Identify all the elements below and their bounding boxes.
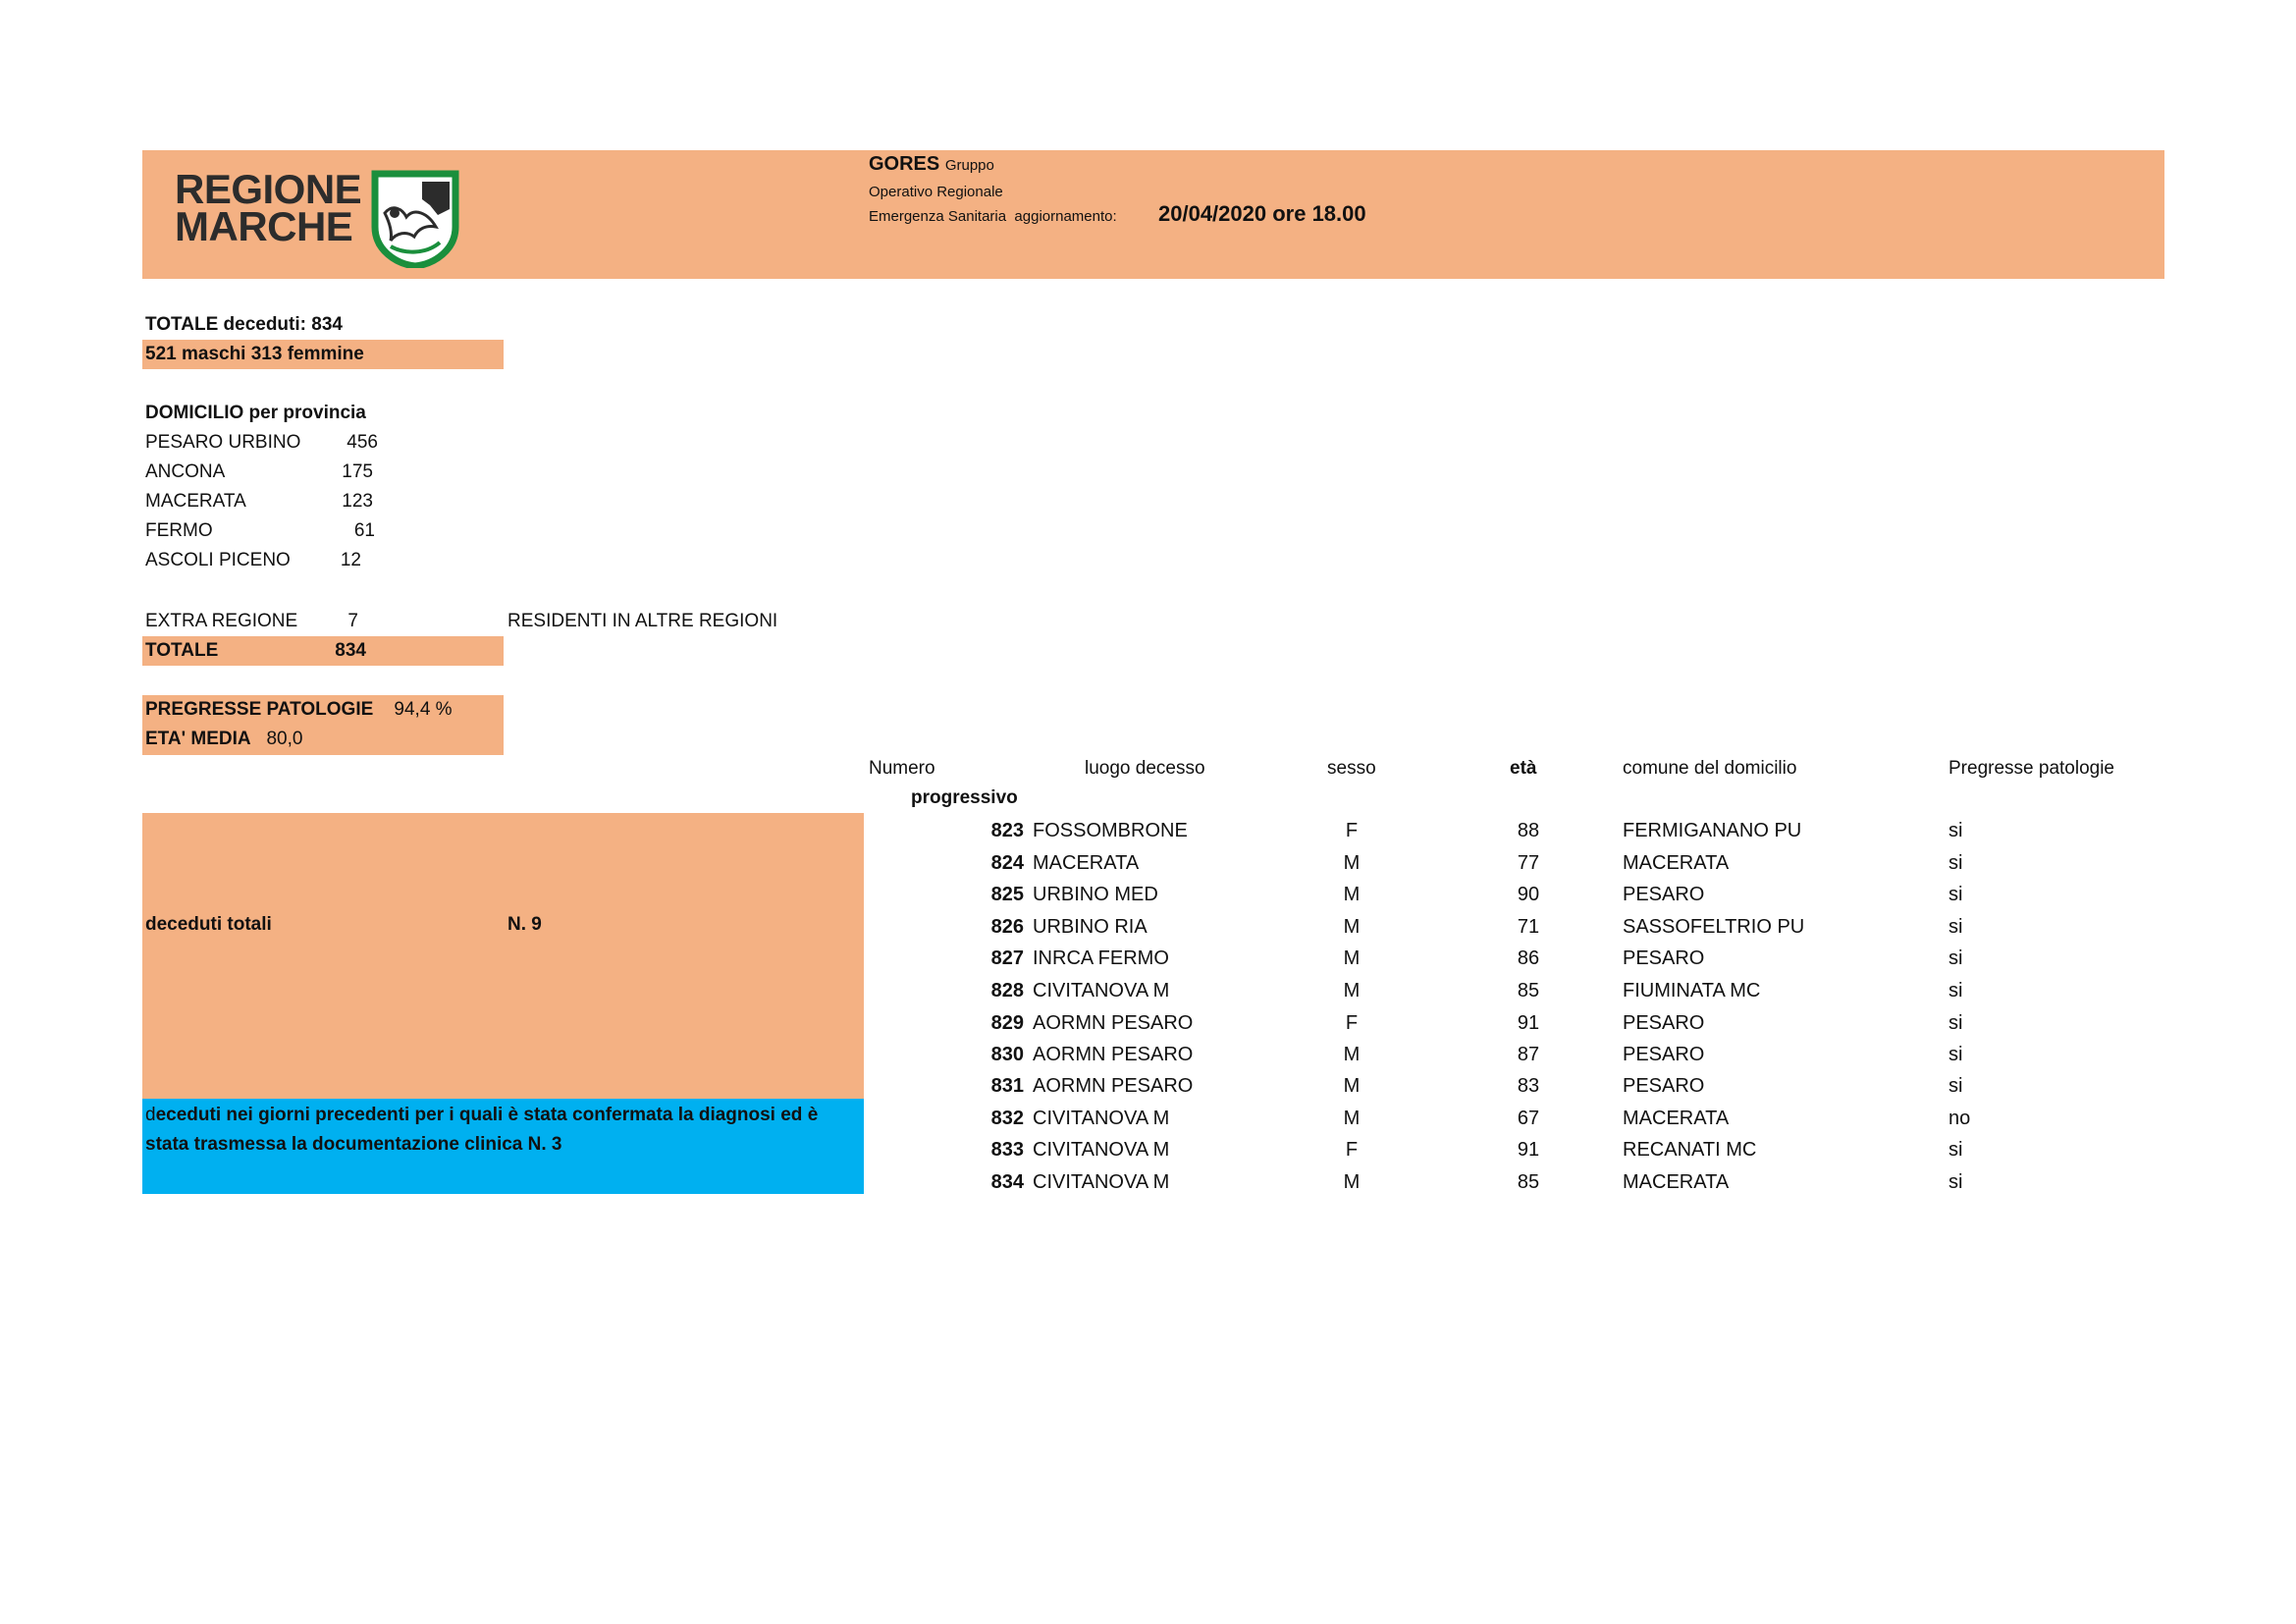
deceduti-totali-band — [142, 813, 864, 1099]
cell-patologie: no — [1949, 1108, 1971, 1129]
cell-luogo: CIVITANOVA M — [1033, 980, 1170, 1001]
cell-comune: MACERATA — [1623, 1108, 1730, 1129]
cell-eta: 71 — [1517, 916, 1540, 938]
logo-line1: REGIONE — [175, 166, 362, 212]
cell-comune: SASSOFELTRIO PU — [1623, 916, 1805, 938]
cell-eta: 85 — [1517, 980, 1540, 1001]
cell-sesso: M — [1343, 1108, 1361, 1129]
precedenti-line1-rest: eceduti nei giorni precedenti per i quali è stata confermata la diagnosi ed è — [155, 1105, 819, 1125]
cell-comune: PESARO — [1623, 884, 1705, 905]
cell-numero: 830 — [990, 1044, 1024, 1065]
extra-regione-label: EXTRA REGIONE — [145, 611, 298, 631]
cell-numero: 832 — [990, 1108, 1024, 1129]
cell-numero: 823 — [990, 820, 1024, 841]
cell-patologie: si — [1949, 852, 1963, 874]
patologie-line — [145, 695, 453, 725]
cell-comune: MACERATA — [1623, 852, 1730, 874]
org-name: GORES — [869, 153, 940, 175]
header-org — [869, 153, 994, 176]
header-line2: Operativo Regionale — [869, 184, 1003, 200]
cell-luogo: AORMN PESARO — [1033, 1075, 1194, 1097]
cell-luogo: FOSSOMBRONE — [1033, 820, 1188, 841]
cell-eta: 91 — [1517, 1139, 1540, 1161]
cell-patologie: si — [1949, 947, 1963, 969]
extra-regione-value: 7 — [347, 611, 358, 631]
cell-eta: 86 — [1517, 947, 1540, 969]
domicilio-value: 12 — [340, 550, 361, 570]
deceduti-totali-value: N. 9 — [507, 914, 542, 935]
logo-emblem-icon — [371, 170, 459, 268]
cell-patologie: si — [1949, 1075, 1963, 1097]
total-deceased — [145, 310, 343, 340]
header-line3a: Emergenza Sanitaria — [869, 208, 1007, 225]
extra-regione-note: RESIDENTI IN ALTRE REGIONI — [507, 611, 778, 631]
domicilio-title: DOMICILIO per provincia — [145, 403, 366, 423]
cell-luogo: AORMN PESARO — [1033, 1044, 1194, 1065]
cell-eta: 77 — [1517, 852, 1540, 874]
cell-numero: 834 — [990, 1171, 1024, 1193]
cell-numero: 828 — [990, 980, 1024, 1001]
patologie-label: PREGRESSE PATOLOGIE — [145, 699, 374, 720]
eta-label: ETA' MEDIA — [145, 729, 251, 749]
cell-eta: 87 — [1517, 1044, 1540, 1065]
cell-numero: 833 — [990, 1139, 1024, 1161]
gender-line: 521 maschi 313 femmine — [145, 344, 364, 364]
cell-sesso: M — [1343, 852, 1361, 874]
cell-eta: 67 — [1517, 1108, 1540, 1129]
regione-marche-logo — [175, 167, 469, 270]
cell-patologie: si — [1949, 916, 1963, 938]
cell-comune: FERMIGANANO PU — [1623, 820, 1802, 841]
header-comune: comune del domicilio — [1623, 758, 1797, 779]
cell-patologie: si — [1949, 1012, 1963, 1034]
cell-numero: 827 — [990, 947, 1024, 969]
cell-sesso: M — [1343, 1171, 1361, 1193]
cell-numero: 825 — [990, 884, 1024, 905]
cell-comune: PESARO — [1623, 947, 1705, 969]
cell-comune: PESARO — [1623, 1044, 1705, 1065]
deceduti-precedenti-line2: stata trasmessa la documentazione clinica N. 3 — [145, 1134, 562, 1155]
cell-comune: MACERATA — [1623, 1171, 1730, 1193]
cell-luogo: URBINO MED — [1033, 884, 1158, 905]
cell-patologie: si — [1949, 1171, 1963, 1193]
header-sesso: sesso — [1327, 758, 1376, 779]
cell-comune: PESARO — [1623, 1012, 1705, 1034]
domicilio-name: FERMO — [145, 520, 213, 541]
deceduti-totali-label: deceduti totali — [145, 914, 272, 935]
cell-numero: 831 — [990, 1075, 1024, 1097]
cell-patologie: si — [1949, 820, 1963, 841]
cell-sesso: M — [1343, 1075, 1361, 1097]
cell-comune: FIUMINATA MC — [1623, 980, 1761, 1001]
cell-sesso: F — [1345, 1012, 1359, 1034]
domicilio-value: 123 — [342, 491, 373, 512]
cell-eta: 90 — [1517, 884, 1540, 905]
cell-luogo: CIVITANOVA M — [1033, 1171, 1170, 1193]
precedenti-first-letter: d — [145, 1105, 156, 1125]
totale-value: 834 — [335, 640, 366, 661]
header-patologie: Pregresse patologie — [1949, 758, 2114, 779]
cell-luogo: INRCA FERMO — [1033, 947, 1169, 969]
domicilio-name: MACERATA — [145, 491, 246, 512]
cell-patologie: si — [1949, 980, 1963, 1001]
org-suffix: Gruppo — [944, 157, 994, 174]
cell-eta: 88 — [1517, 820, 1540, 841]
domicilio-value: 175 — [342, 461, 373, 482]
cell-comune: RECANATI MC — [1623, 1139, 1757, 1161]
cell-patologie: si — [1949, 884, 1963, 905]
header-eta: età — [1510, 758, 1537, 779]
cell-numero: 824 — [990, 852, 1024, 874]
cell-luogo: AORMN PESARO — [1033, 1012, 1194, 1034]
domicilio-value: 456 — [347, 432, 378, 453]
cell-sesso: F — [1345, 820, 1359, 841]
cell-eta: 91 — [1517, 1012, 1540, 1034]
cell-sesso: M — [1343, 1044, 1361, 1065]
domicilio-name: PESARO URBINO — [145, 432, 301, 453]
cell-numero: 829 — [990, 1012, 1024, 1034]
eta-line — [145, 725, 302, 754]
domicilio-name: ASCOLI PICENO — [145, 550, 291, 570]
eta-value: 80,0 — [266, 729, 303, 749]
total-value: 834 — [311, 314, 343, 335]
cell-numero: 826 — [990, 916, 1024, 938]
cell-sesso: M — [1343, 884, 1361, 905]
cell-luogo: MACERATA — [1033, 852, 1140, 874]
cell-comune: PESARO — [1623, 1075, 1705, 1097]
total-label: TOTALE deceduti: — [145, 314, 306, 335]
header-progressivo: progressivo — [911, 787, 1018, 808]
cell-sesso: M — [1343, 916, 1361, 938]
patologie-value: 94,4 % — [394, 699, 453, 720]
header-luogo: luogo decesso — [1085, 758, 1205, 779]
cell-eta: 83 — [1517, 1075, 1540, 1097]
domicilio-name: ANCONA — [145, 461, 226, 482]
cell-sesso: M — [1343, 980, 1361, 1001]
cell-luogo: CIVITANOVA M — [1033, 1139, 1170, 1161]
totale-label: TOTALE — [145, 640, 219, 661]
header-line3 — [869, 208, 1117, 225]
cell-patologie: si — [1949, 1139, 1963, 1161]
update-date: 20/04/2020 ore 18.00 — [1158, 201, 1366, 226]
cell-sesso: M — [1343, 947, 1361, 969]
header-numero: Numero — [869, 758, 935, 779]
domicilio-value: 61 — [353, 520, 375, 541]
deceduti-precedenti-line1 — [145, 1101, 818, 1130]
cell-luogo: CIVITANOVA M — [1033, 1108, 1170, 1129]
cell-patologie: si — [1949, 1044, 1963, 1065]
cell-luogo: URBINO RIA — [1033, 916, 1148, 938]
cell-sesso: F — [1345, 1139, 1359, 1161]
cell-eta: 85 — [1517, 1171, 1540, 1193]
header-line3b: aggiornamento: — [1014, 208, 1117, 225]
logo-line2: MARCHE — [175, 203, 353, 249]
logo-wordmark — [175, 166, 362, 249]
